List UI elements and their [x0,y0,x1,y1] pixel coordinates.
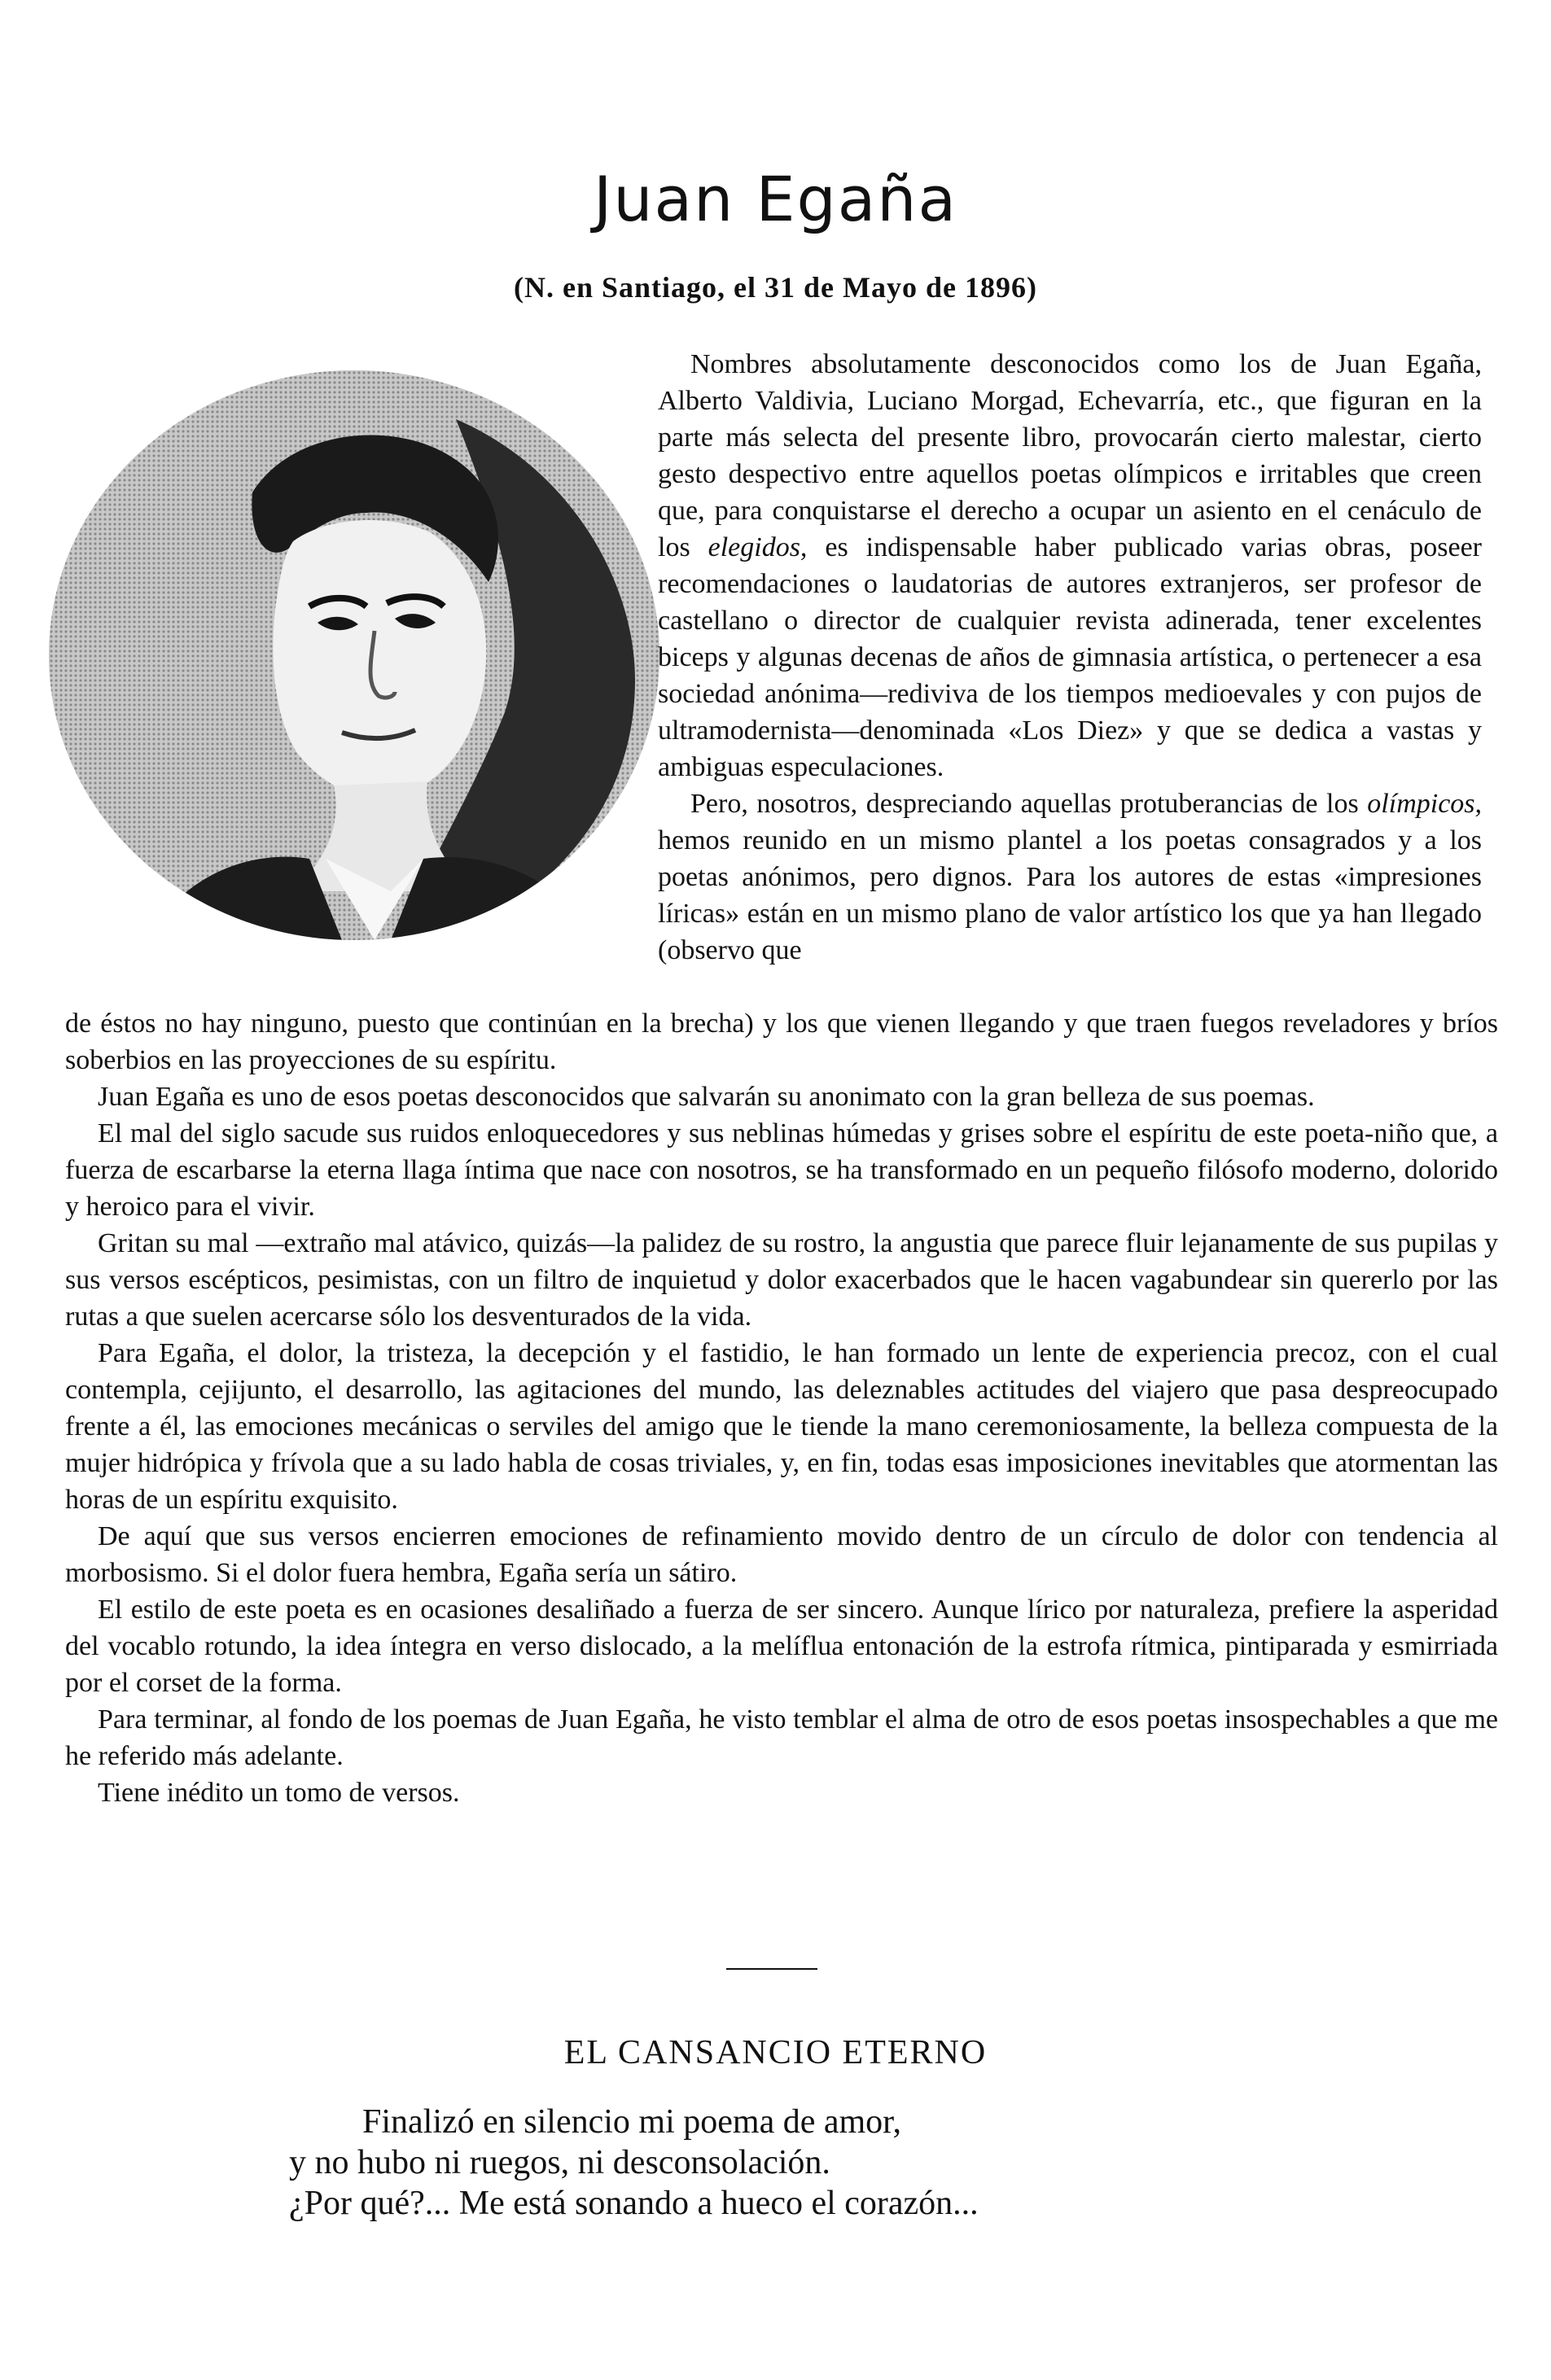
body-paragraph-9: Para terminar, al fondo de los poemas de Juan Egaña, he visto temblar el alma de otro de esos poetas insospechables a que me he referido más adelante. [65,1704,1498,1771]
body-paragraph-4: El mal del siglo sacude sus ruidos enloquecedores y sus neblinas húmedas y grises sobre el espíritu de este poeta-niño que, a fuerza de escarbarse la eterna llaga íntima que nace con nosotros, se ha transformado en un pequeño filósofo moderno, dolorido y heroico para el vivir. [65,1118,1498,1222]
poem-line-2: y no hubo ni ruegos, ni desconsolación. [289,2144,830,2181]
intro-p1-emphasis: elegidos, [708,532,808,562]
intro-p2-tail: hemos reunido en un mismo plantel a los poetas consagrados y a los poetas anónimos, pero dignos. Para los autores de estas «impresiones líricas» están en un mismo plano de valor artístico los que ya han llegado (observo que [658,825,1482,965]
portrait-photo [49,370,659,940]
body-paragraph-6: Para Egaña, el dolor, la tristeza, la decepción y el fastidio, le han formado un lente de experiencia precoz, con el cual contempla, cejijunto, el desarrollo, las agitaciones del mundo, las deleznables actitudes del viajero que pasa despreocupado frente a él, las emociones mecánicas o serviles del amigo que le tiende la mano ceremoniosamente, la belleza compuesta de la mujer hidrópica y frívola que a su lado habla de cosas triviales, y, en fin, todas esas imposiciones inevitables que atormentan las horas de un espíritu exquisito. [65,1338,1498,1515]
intro-p2-head: Pero, nosotros, despreciando aquellas protuberancias de los [690,789,1359,819]
body-paragraph-3: Juan Egaña es uno de esos poetas desconocidos que salvarán su anonimato con la gran belleza de sus poemas. [98,1082,1315,1112]
body-paragraph-8: El estilo de este poeta es en ocasiones desaliñado a fuerza de ser sincero. Aunque lírico por naturaleza, prefiere la asperidad del vocablo rotundo, la idea íntegra en verso dislocado, a la melíflua entonación de la estrofa rítmica, pintiparada y esmirriada por el corset de la forma. [65,1595,1498,1698]
intro-text [658,346,1482,969]
body-paragraph-5: Gritan su mal —extraño mal atávico, quizás—la palidez de su rostro, la angustia que parece fluir lejanamente de sus pupilas y sus versos escépticos, pesimistas, con un filtro de inquietud y dolor exacerbados que le hacen vagabundear sin quererlo por las rutas a que suelen acercarse sólo los desventurados de la vida. [65,1228,1498,1332]
intro-p1-tail: es indispensable haber publicado varias obras, poseer recomendaciones o laudatorias de autores extranjeros, ser profesor de castellano o director de cualquier revista adinerada, tener excelentes biceps y algunas decenas de años de gimnasia artística, o pertenecer a esa sociedad anónima—rediviva de los tiempos medioevales y con pujos de ultramodernista—denominada «Los Diez» y que se dedica a vastas y ambiguas especulaciones. [658,532,1482,782]
body-paragraph-10: Tiene inédito un tomo de versos. [98,1778,460,1808]
intro-p1-text: Nombres absolutamente desconocidos como los de Juan Egaña, Alberto Valdivia, Luciano Morgad, Echevarría, etc., que figuran en la parte más selecta del presente libro, provocarán cierto malestar, cierto gesto despectivo entre aquellos poetas olímpicos e irritables que creen que, para conquistarse el derecho a ocupar un asiento en el cenáculo de los [658,349,1482,562]
portrait-image [49,370,659,940]
body-paragraph-7: De aquí que sus versos encierren emociones de refinamiento movido dentro de un círculo de dolor con tendencia al morbosismo. Si el dolor fuera hembra, Egaña sería un sátiro. [65,1521,1498,1588]
intro-p2-emphasis: olímpicos, [1367,789,1483,819]
section-divider [726,1968,817,1970]
intro-paragraph-2 [658,785,1482,969]
birth-subtitle: (N. en Santiago, el 31 de Mayo de 1896) [514,271,1037,304]
poem-verses [289,2102,1347,2224]
article-body [65,1005,1498,1811]
body-paragraph-continued: de éstos no hay ninguno, puesto que continúan en la brecha) y los que vienen llegando y que traen fuegos reveladores y bríos soberbios en las proyecciones de su espíritu. [65,1008,1498,1075]
poem-line-1: Finalizó en silencio mi poema de amor, [362,2103,901,2141]
page-title: Juan Egaña [593,163,958,235]
intro-paragraph-1 [658,346,1482,785]
poem-line-3: ¿Por qué?... Me está sonando a hueco el corazón... [289,2185,979,2222]
poem-title: EL CANSANCIO ETERNO [563,2034,988,2072]
